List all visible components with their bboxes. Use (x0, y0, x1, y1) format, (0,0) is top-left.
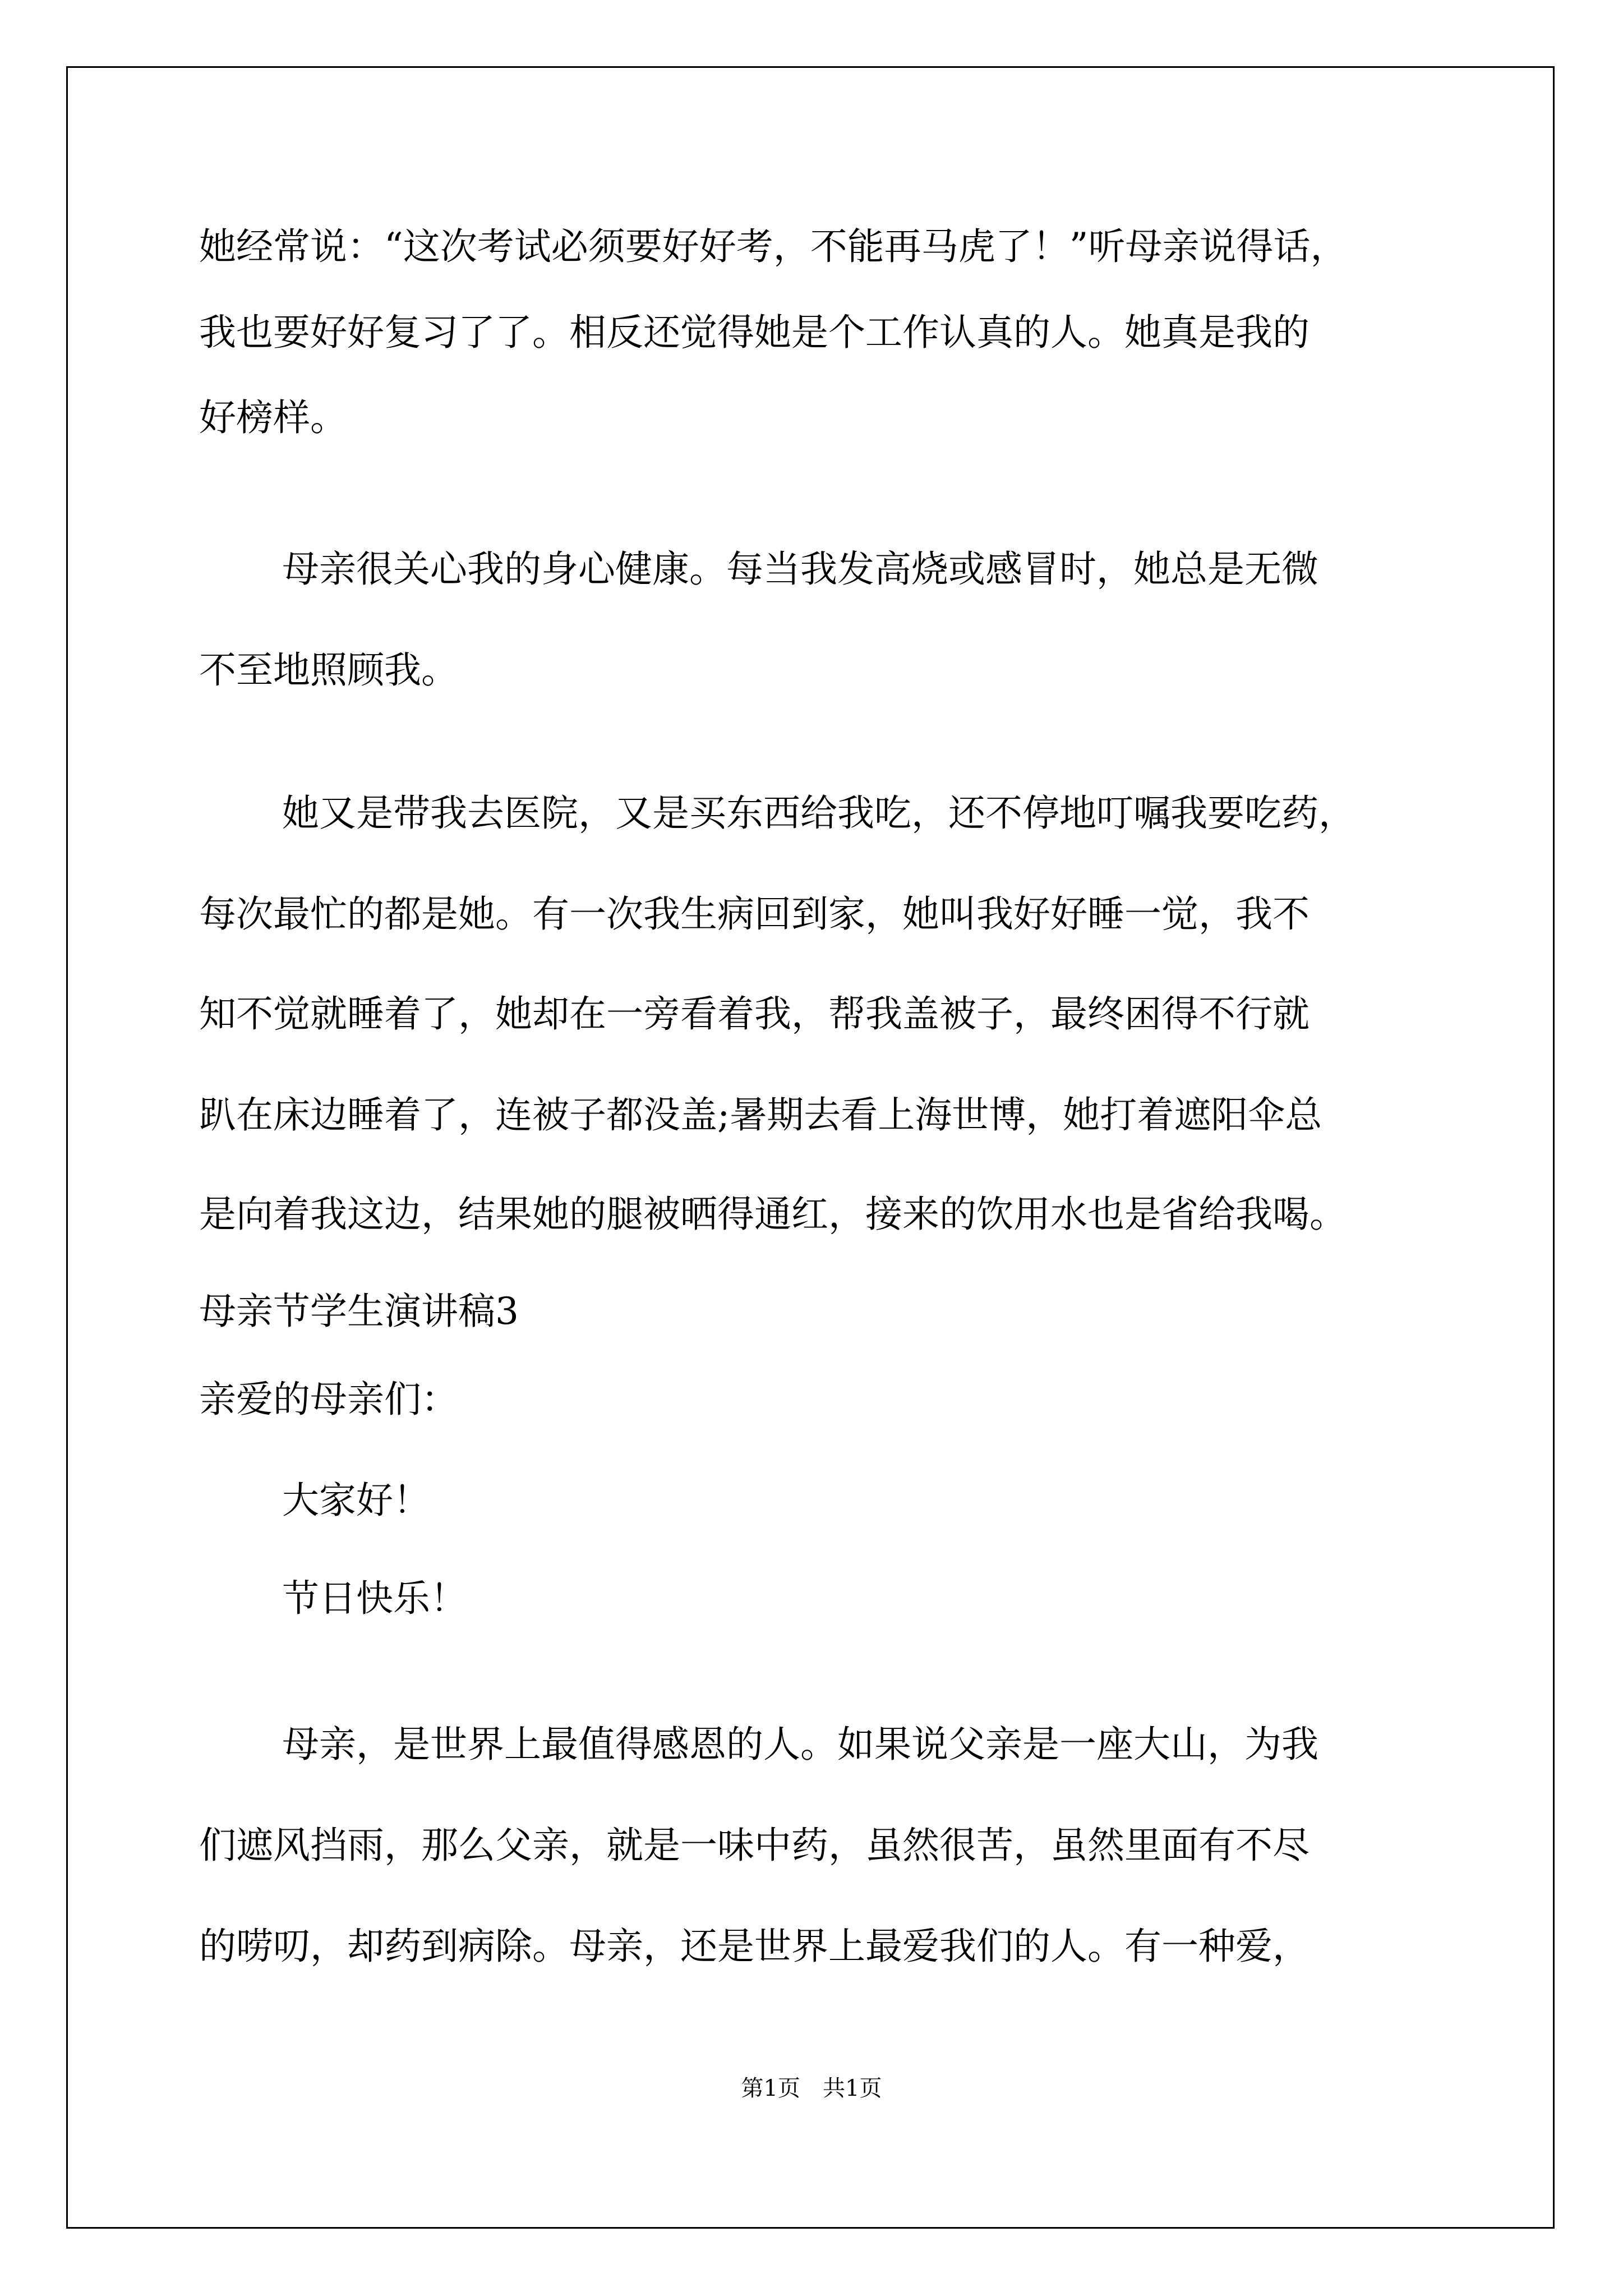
greeting-line: 大家好！ (282, 1479, 430, 1522)
salutation: 亲爱的母亲们： (199, 1378, 458, 1421)
paragraph-line: 她又是带我去医院，又是买东西给我吃，还不停地叮嘱我要吃药， (282, 792, 1355, 835)
paragraph-line: 母亲很关心我的身心健康。每当我发高烧或感冒时，她总是无微 (282, 547, 1318, 591)
text-line: 是向着我这边，结果她的腿被晒得通红，接来的饮用水也是省给我喝。 (199, 1193, 1347, 1236)
text-line: 们遮风挡雨，那么父亲，就是一味中药，虽然很苦，虽然里面有不尽 (199, 1824, 1310, 1867)
text-line: 趴在床边睡着了，连被子都没盖;暑期去看上海世博，她打着遮阳伞总 (199, 1093, 1322, 1137)
paragraph-line: 母亲，是世界上最值得感恩的人。如果说父亲是一座大山，为我 (282, 1723, 1318, 1766)
text-line: 知不觉就睡着了，她却在一旁看着我，帮我盖被子，最终困得不行就 (199, 992, 1310, 1036)
text-line: 的唠叨，却药到病除。母亲，还是世界上最爱我们的人。有一种爱， (199, 1925, 1310, 1968)
text-line: 她经常说：“这次考试必须要好好考，不能再马虎了！”听母亲说得话， (199, 225, 1348, 268)
greeting-line: 节日快乐！ (282, 1577, 467, 1620)
text-line: 不至地照顾我。 (199, 648, 458, 692)
text-line: 好榜样。 (199, 396, 347, 439)
text-line: 每次最忙的都是她。有一次我生病回到家，她叫我好好睡一觉，我不 (199, 892, 1310, 936)
section-heading: 母亲节学生演讲稿3 (199, 1290, 519, 1333)
text-line: 我也要好好复习了了。相反还觉得她是个工作认真的人。她真是我的 (199, 311, 1310, 354)
page-footer: 第1页 共1页 (741, 2076, 882, 2101)
